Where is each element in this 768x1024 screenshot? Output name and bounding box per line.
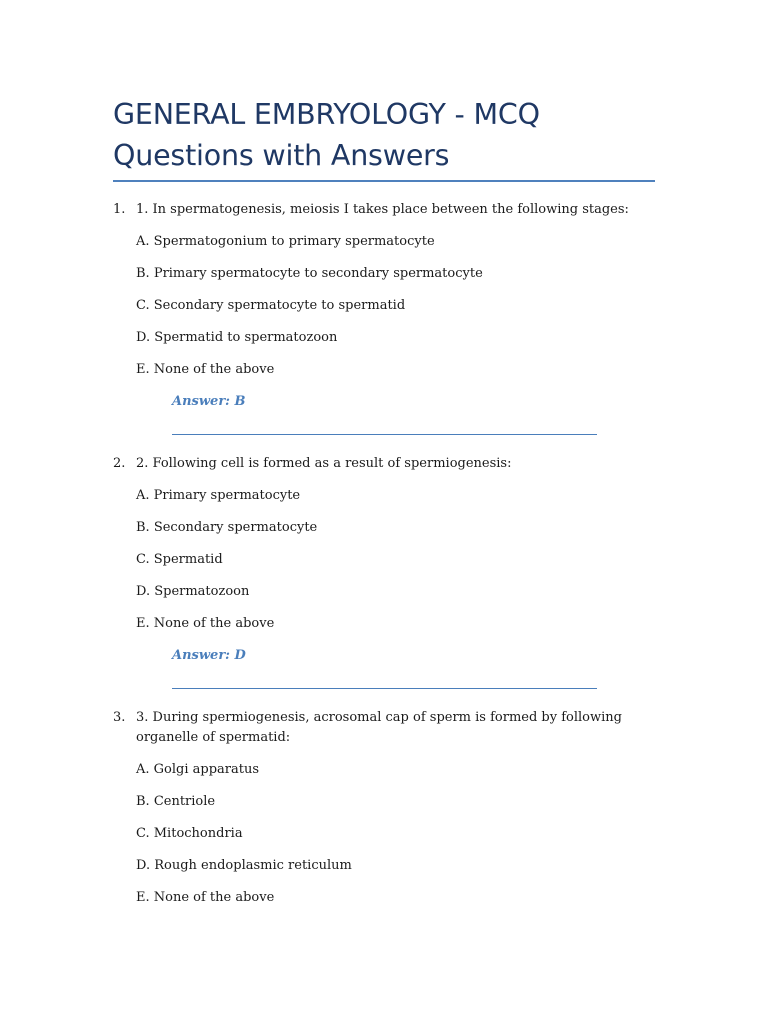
answer-label: Answer: B [172, 394, 246, 409]
option-d: D. Spermatid to spermatozoon [136, 330, 338, 345]
option-b: B. Centriole [136, 794, 216, 809]
option-e: E. None of the above [136, 362, 275, 377]
option-c: C. Mitochondria [136, 826, 243, 841]
question-number: 3. [113, 710, 126, 725]
answer-divider [172, 434, 597, 435]
title-underline [113, 180, 655, 182]
option-e: E. None of the above [136, 616, 275, 631]
question-text: 1. In spermatogenesis, meiosis I takes place between the following stages: [136, 202, 629, 217]
option-c: C. Spermatid [136, 552, 223, 567]
option-e: E. None of the above [136, 890, 275, 905]
option-b: B. Primary spermatocyte to secondary spermatocyte [136, 266, 483, 281]
option-d: D. Spermatozoon [136, 584, 250, 599]
option-a: A. Primary spermatocyte [136, 488, 301, 503]
option-b: B. Secondary spermatocyte [136, 520, 318, 535]
document-title: GENERAL EMBRYOLOGY - MCQ Questions with Answers [113, 98, 540, 172]
option-a: A. Spermatogonium to primary spermatocyte [136, 234, 435, 249]
question-1 [113, 200, 658, 409]
option-c: C. Secondary spermatocyte to spermatid [136, 298, 406, 313]
answer-label: Answer: D [172, 648, 246, 663]
question-text: 2. Following cell is formed as a result of spermiogenesis: [136, 456, 512, 471]
option-d: D. Rough endoplasmic reticulum [136, 858, 352, 873]
option-a: A. Golgi apparatus [136, 762, 260, 777]
answer-divider [172, 688, 597, 689]
question-number: 2. [113, 456, 126, 471]
question-text: 3. During spermiogenesis, acrosomal cap of sperm is formed by following organelle of spermatid: [136, 710, 622, 745]
question-2 [113, 454, 658, 663]
question-3 [113, 708, 658, 905]
question-number: 1. [113, 202, 126, 217]
